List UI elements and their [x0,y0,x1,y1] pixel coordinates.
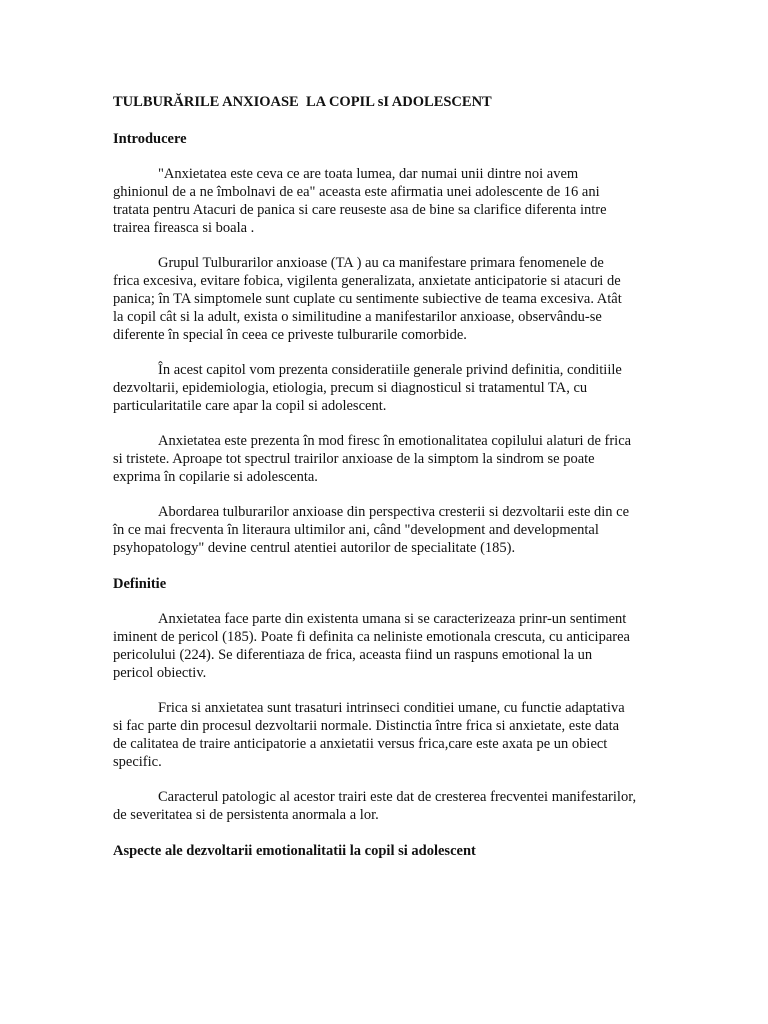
section-heading-definitie: Definitie [113,576,167,592]
paragraph-def-anxiety: Anxietatea face parte din existenta umana si se caracterizeaza prinr-un sentiment iminent de pericol (185). Poate fi definita ca neliniste emotionala crescuta, cu anticiparea pericolului (224). Se diferentiaza de frica, aceasta fiind un raspuns emotional la un pericol obiectiv. [113,611,630,681]
paragraph-def-fear: Frica si anxietatea sunt trasaturi intrinseci conditiei umane, cu functie adaptativa si fac parte din procesul dezvoltarii normale. Distinctia între frica si anxietate, este data de calitatea de traire anticipatorie a anxietatii versus frica,care este axata pe un obiect specific. [113,700,625,770]
paragraph-intro-group: Grupul Tulburarilor anxioase (TA ) au ca manifestare primara fenomenele de frica excesiva, evitare fobica, vigilenta generalizata, anxietate anticipatorie si atacuri de panica; în TA simptomele sunt cuplate cu sentimente subiective de teama excesiva. Atât la copil cât si la adult, exista o similitudine a manifestarilor anxioase, observându-se diferente în special în ceea ce priveste tulburarile comorbide. [113,255,622,343]
section-heading-aspecte: Aspecte ale dezvoltarii emotionalitatii la copil si adolescent [113,843,476,859]
paragraph-intro-chapter: În acest capitol vom prezenta consideratiile generale privind definitia, conditiile dezvoltarii, epidemiologia, etiologia, precum si diagnosticul si tratamentul TA, cu particularitatile care apar la copil si adolescent. [113,362,622,414]
document-page [113,92,658,877]
paragraph-intro-emotionality: Anxietatea este prezenta în mod firesc în emotionalitatea copilului alaturi de frica si tristete. Aproape tot spectrul trairilor anxioase de la simptom la sindrom se poate exprima în copilarie si adolescenta. [113,433,632,485]
paragraph-def-pathology: Caracterul patologic al acestor trairi este dat de cresterea frecventei manifestarilor, de severitatea si de persistenta anormala a lor. [113,789,637,823]
section-heading-introducere: Introducere [113,131,187,147]
document-title: TULBURĂRILE ANXIOASE LA COPIL sI ADOLESCENT [113,94,492,110]
paragraph-intro-approach: Abordarea tulburarilor anxioase din perspectiva cresterii si dezvoltarii este din ce în ce mai frecventa în literaura ultimilor ani, când "development and developmental psyhopatology" devine centrul atentiei autorilor de specialitate (185). [113,504,630,556]
paragraph-intro-quote: "Anxietatea este ceva ce are toata lumea, dar numai unii dintre noi avem ghinionul de a ne îmbolnavi de ea" aceasta este afirmatia unei adolescente de 16 ani tratata pentru Atacuri de panica si care reuseste asa de bine sa clarifice diferenta intre trairea fireasca si boala . [113,166,607,236]
